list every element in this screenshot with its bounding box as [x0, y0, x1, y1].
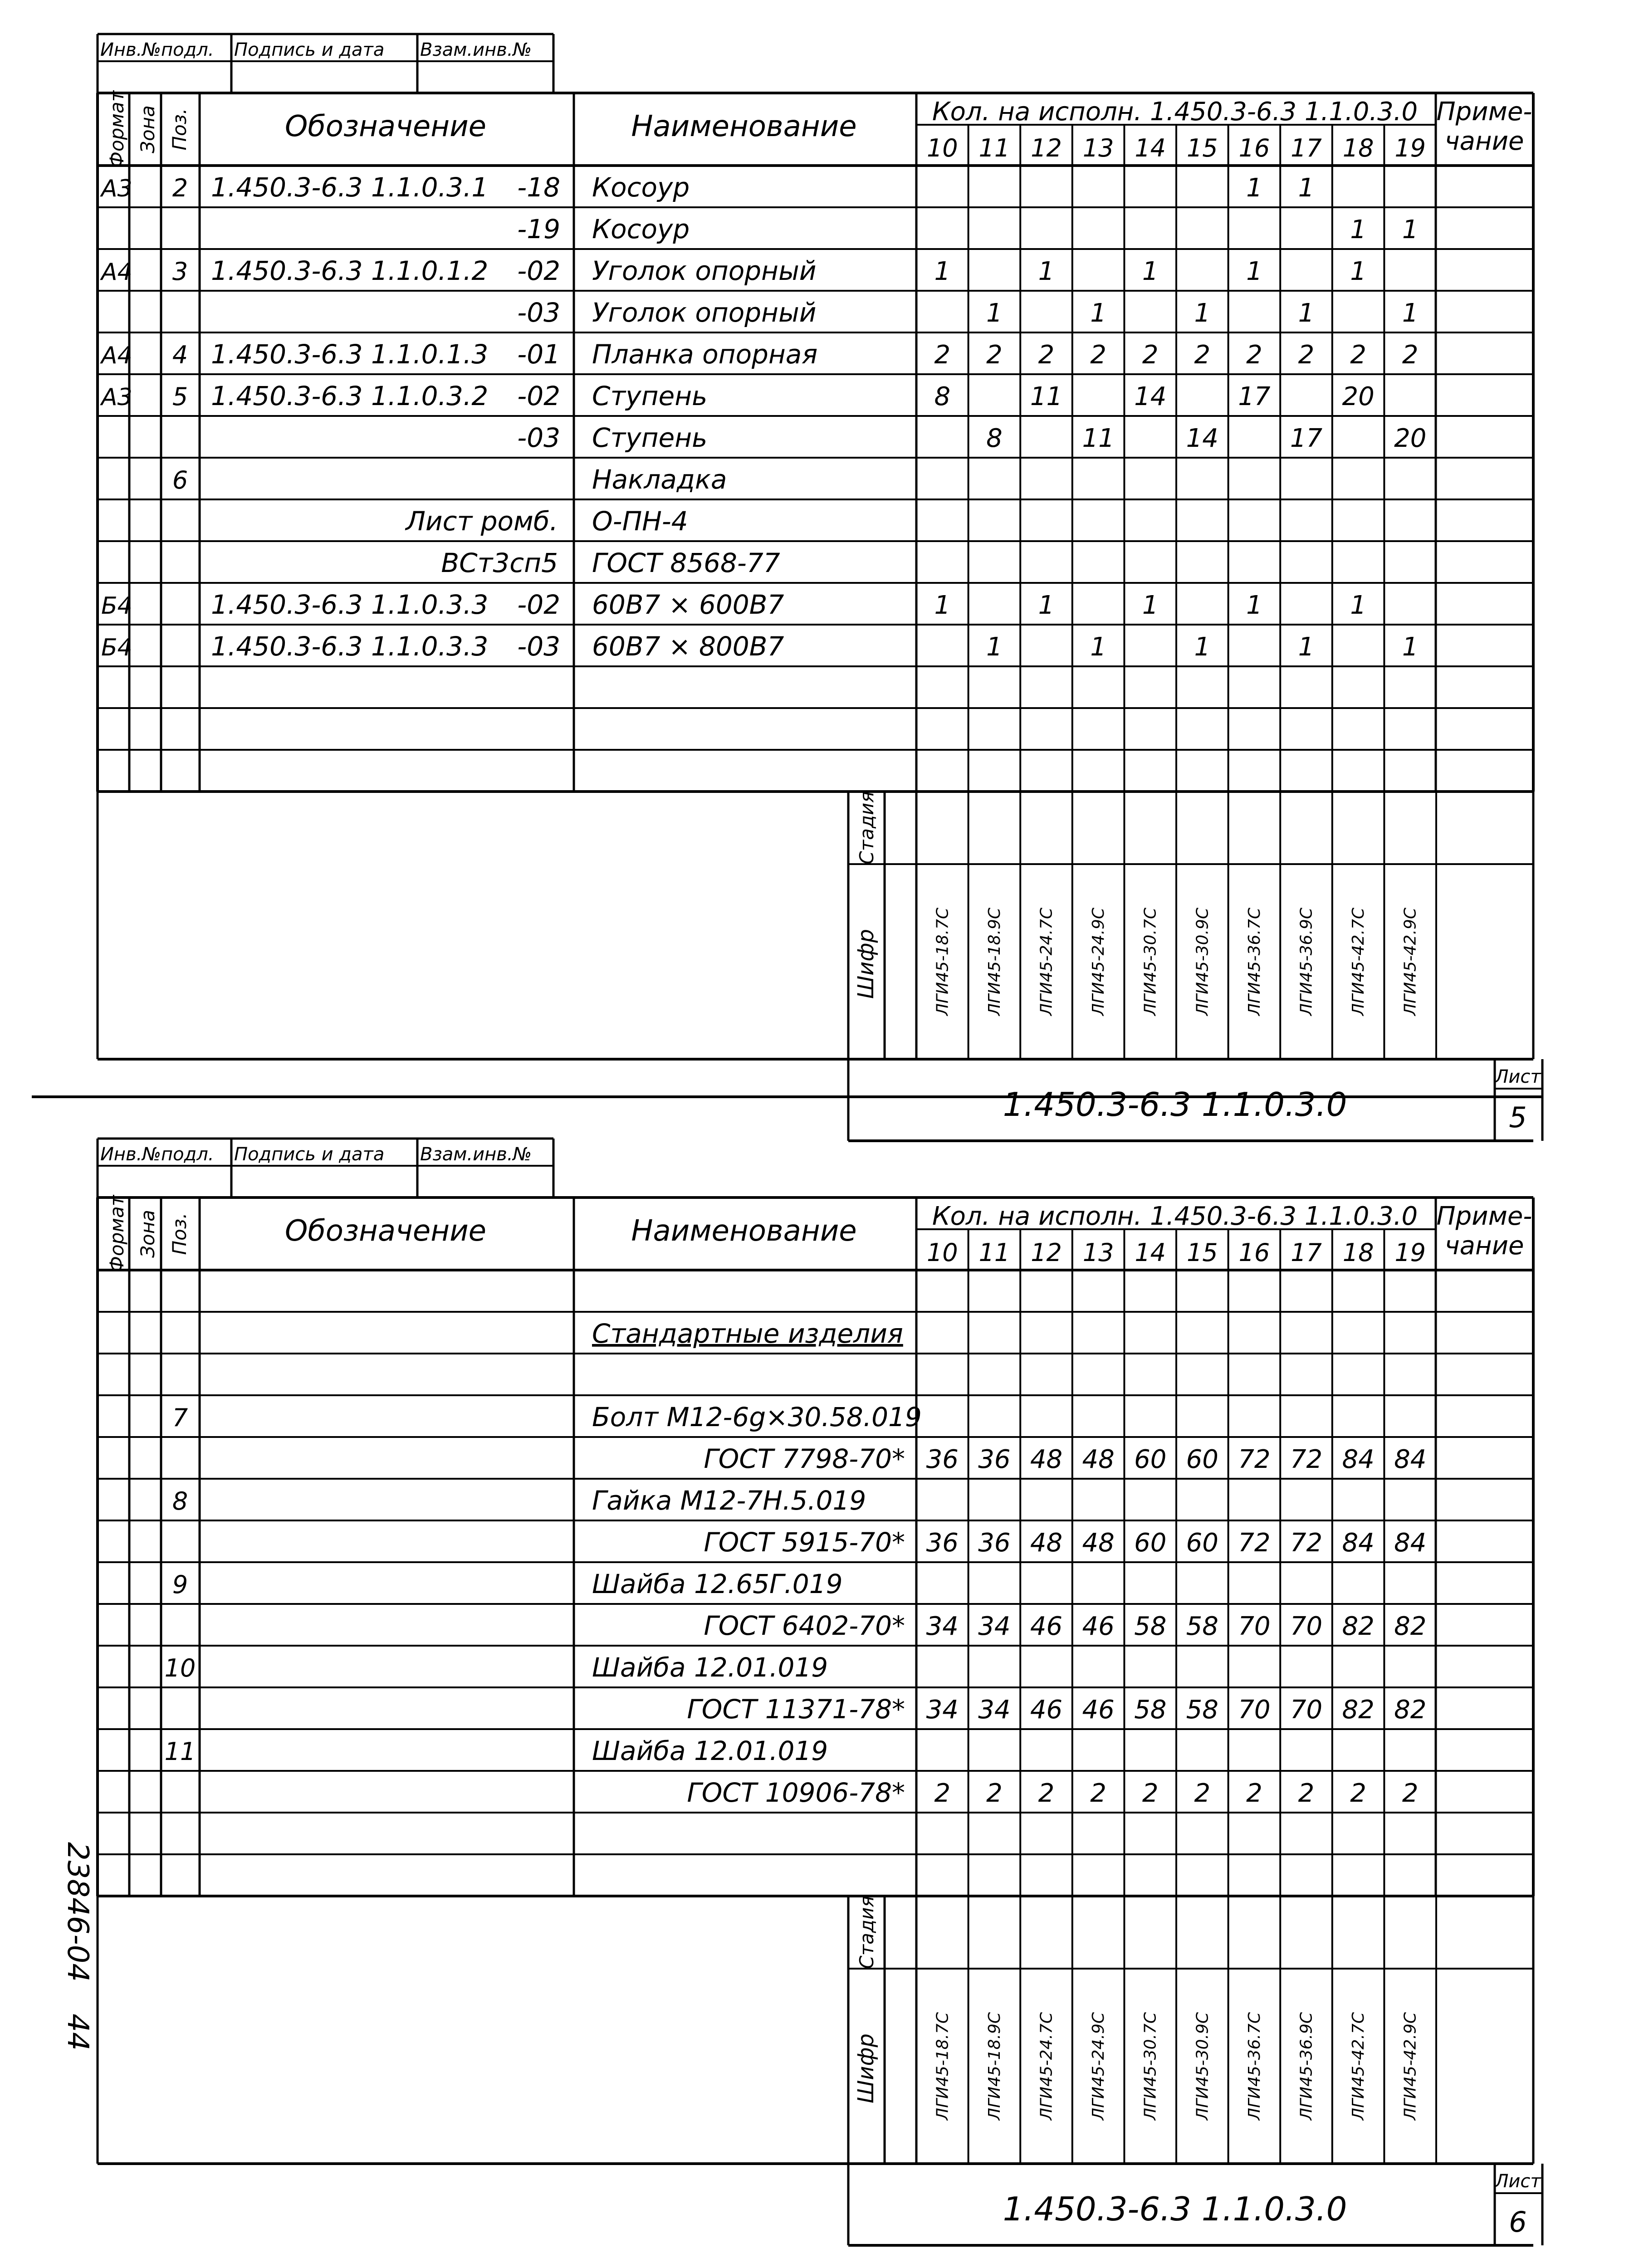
cell-qty: 20: [1394, 424, 1427, 453]
cell-suffix: -03: [517, 631, 560, 662]
cell-qty: 1: [934, 257, 951, 286]
cell-name: Стандартные изделия: [592, 1318, 903, 1349]
cipher-code: ЛГИ45-30.7С: [1141, 907, 1160, 1016]
cell-qty: 2: [1142, 1779, 1159, 1808]
cell-suffix: -01: [517, 339, 560, 370]
document-code: 1.450.3-6.3 1.1.0.3.0: [1003, 1085, 1347, 1124]
cipher-code: ЛГИ45-24.7С: [1037, 907, 1056, 1016]
cell-position: 9: [172, 1570, 188, 1599]
cell-qty: 82: [1342, 1612, 1375, 1641]
cell-qty: 2: [1142, 340, 1159, 370]
cell-qty: 1: [1402, 215, 1419, 244]
cell-qty: 2: [1298, 1779, 1315, 1808]
cell-name: ГОСТ 6402-70*: [704, 1610, 905, 1641]
header-variant: 14: [1135, 134, 1166, 162]
header-zone: Зона: [137, 1210, 159, 1258]
page-number: 44: [61, 2014, 94, 2051]
cipher-code: ЛГИ45-18.9С: [985, 2012, 1004, 2121]
cell-qty: 70: [1238, 1695, 1271, 1725]
sheet-number: 5: [1509, 1101, 1527, 1134]
cell-qty: 58: [1134, 1612, 1167, 1641]
header-variant: 19: [1394, 134, 1426, 162]
cell-qty: 11: [1082, 424, 1115, 453]
cell-qty: 2: [1090, 340, 1106, 370]
cell-designation: Лист ромб.: [406, 506, 558, 537]
cell-qty: 70: [1290, 1612, 1323, 1641]
cipher-code: ЛГИ45-42.9С: [1401, 907, 1420, 1016]
cell-format: А4: [101, 342, 132, 369]
footer-stage: Стадия: [856, 1896, 878, 1969]
header-zone: Зона: [137, 105, 159, 153]
cell-position: 3: [172, 257, 188, 286]
cipher-code: ЛГИ45-24.7С: [1037, 2012, 1056, 2121]
header-designation: Обозначение: [284, 1214, 487, 1248]
header-qty-title: Кол. на исполн. 1.450.3-6.3 1.1.0.3.0: [932, 97, 1418, 127]
cipher-code: ЛГИ45-24.9С: [1089, 2012, 1108, 2121]
cell-qty: 2: [1246, 340, 1262, 370]
cell-name: Гайка М12-7Н.5.019: [592, 1485, 866, 1516]
cipher-code: ЛГИ45-18.9С: [985, 907, 1004, 1016]
cell-qty: 1: [1298, 298, 1315, 328]
cipher-code: ЛГИ45-18.7С: [933, 907, 952, 1016]
cell-qty: 2: [1298, 340, 1315, 370]
cell-qty: 58: [1186, 1612, 1218, 1641]
header-variant: 13: [1082, 1238, 1114, 1267]
header-designation: Обозначение: [284, 110, 487, 143]
cell-qty: 14: [1186, 424, 1218, 453]
stamp-label: Подпись и дата: [234, 1144, 385, 1165]
cipher-code: ЛГИ45-42.7С: [1349, 907, 1368, 1016]
cell-name: Косоур: [592, 172, 690, 203]
footer-cipher: Шифр: [853, 929, 879, 999]
cell-qty: 84: [1394, 1445, 1427, 1474]
cell-qty: 34: [978, 1695, 1011, 1725]
cell-format: Б4: [101, 592, 132, 620]
header-position: Поз.: [168, 1212, 191, 1255]
cell-designation: ВСт3сп5: [441, 547, 558, 578]
cell-qty: 1: [1350, 257, 1366, 286]
cell-position: 11: [164, 1737, 196, 1766]
cell-qty: 2: [986, 340, 1003, 370]
cipher-code: ЛГИ45-36.9С: [1297, 907, 1316, 1016]
specification-sheet-6: [98, 1139, 1542, 2245]
cell-designation: 1.450.3-6.3 1.1.0.1.2: [211, 255, 489, 286]
cell-format: А4: [101, 259, 132, 286]
cell-qty: 84: [1342, 1528, 1375, 1558]
cell-qty: 46: [1030, 1695, 1063, 1725]
stamp-label: Подпись и дата: [234, 39, 385, 60]
cell-name: Шайба 12.01.019: [592, 1735, 828, 1766]
cipher-code: ЛГИ45-42.7С: [1349, 2012, 1368, 2121]
header-variant: 17: [1291, 134, 1322, 162]
cell-name: ГОСТ 11371-78*: [687, 1694, 905, 1725]
cell-qty: 46: [1030, 1612, 1063, 1641]
cell-suffix: -02: [517, 381, 560, 411]
header-variant: 12: [1031, 134, 1062, 162]
cell-qty: 34: [926, 1695, 959, 1725]
cell-qty: 2: [1038, 340, 1055, 370]
cell-qty: 1: [1298, 173, 1315, 203]
cell-position: 7: [172, 1403, 188, 1432]
cell-name: Косоур: [592, 214, 690, 244]
cell-qty: 1: [1246, 173, 1262, 203]
cell-name: Болт М12-6g×30.58.019: [592, 1402, 922, 1432]
cell-position: 2: [172, 174, 188, 202]
cell-position: 6: [172, 466, 188, 494]
cell-qty: 36: [978, 1528, 1011, 1558]
sheet-number: 6: [1509, 2205, 1527, 2239]
cell-name: Ступень: [592, 381, 708, 411]
cell-qty: 2: [934, 340, 951, 370]
header-variant: 15: [1186, 134, 1218, 162]
header-position: Поз.: [168, 108, 191, 151]
stamp-label: Инв.№подл.: [100, 39, 214, 60]
cell-qty: 2: [1246, 1779, 1262, 1808]
cipher-code: ЛГИ45-30.9С: [1193, 2012, 1212, 2121]
header-variant: 13: [1082, 134, 1114, 162]
cell-qty: 34: [926, 1612, 959, 1641]
cell-qty: 70: [1290, 1695, 1323, 1725]
cell-qty: 84: [1342, 1445, 1375, 1474]
cell-designation: 1.450.3-6.3 1.1.0.3.1: [211, 172, 489, 203]
cell-qty: 1: [1350, 591, 1366, 620]
cell-qty: 17: [1238, 382, 1271, 411]
cell-position: 10: [164, 1654, 196, 1682]
cell-suffix: -02: [517, 589, 560, 620]
header-variant: 15: [1186, 1238, 1218, 1267]
cipher-code: ЛГИ45-42.9С: [1401, 2012, 1420, 2121]
cell-qty: 72: [1290, 1528, 1323, 1558]
cell-qty: 84: [1394, 1528, 1427, 1558]
cipher-code: ЛГИ45-24.9С: [1089, 907, 1108, 1016]
cell-designation: 1.450.3-6.3 1.1.0.3.3: [211, 631, 489, 662]
cell-qty: 48: [1030, 1528, 1063, 1558]
cell-qty: 1: [1298, 632, 1315, 662]
cell-qty: 1: [986, 298, 1003, 328]
cell-qty: 58: [1134, 1695, 1167, 1725]
cell-qty: 72: [1290, 1445, 1323, 1474]
cell-qty: 1: [1402, 298, 1419, 328]
header-variant: 12: [1031, 1238, 1062, 1267]
header-variant: 11: [978, 1238, 1010, 1267]
header-name: Наименование: [631, 1214, 857, 1248]
cipher-code: ЛГИ45-36.9С: [1297, 2012, 1316, 2121]
cell-suffix: -03: [517, 422, 560, 453]
header-variant: 10: [926, 134, 958, 162]
cell-designation: 1.450.3-6.3 1.1.0.1.3: [211, 339, 489, 370]
cell-qty: 82: [1394, 1695, 1427, 1725]
header-note: Приме-: [1436, 97, 1532, 127]
header-variant: 10: [926, 1238, 958, 1267]
cipher-code: ЛГИ45-18.7С: [933, 2012, 952, 2121]
cell-suffix: -18: [517, 172, 560, 203]
cell-qty: 1: [1194, 632, 1211, 662]
cell-qty: 1: [1142, 257, 1159, 286]
cell-qty: 1: [1246, 591, 1262, 620]
cell-qty: 60: [1186, 1445, 1218, 1474]
header-format: Формат: [106, 1195, 128, 1273]
cell-name: Уголок опорный: [592, 255, 817, 286]
cipher-code: ЛГИ45-30.9С: [1193, 907, 1212, 1016]
cell-qty: 20: [1342, 382, 1375, 411]
specification-sheet-5: [98, 34, 1542, 1141]
cell-suffix: -03: [517, 297, 560, 328]
header-format: Формат: [106, 90, 128, 168]
header-qty-title: Кол. на исполн. 1.450.3-6.3 1.1.0.3.0: [932, 1202, 1418, 1231]
cell-qty: 1: [1090, 298, 1106, 328]
cipher-code: ЛГИ45-36.7С: [1245, 907, 1264, 1016]
stamp-label: Взам.инв.№: [420, 1144, 532, 1165]
cell-designation: 1.450.3-6.3 1.1.0.3.3: [211, 589, 489, 620]
cell-qty: 2: [1402, 1779, 1419, 1808]
cell-qty: 1: [1142, 591, 1159, 620]
header-variant: 16: [1238, 1238, 1270, 1267]
cell-qty: 14: [1134, 382, 1167, 411]
cell-format: Б4: [101, 634, 132, 661]
cell-position: 4: [172, 341, 188, 369]
document-code: 1.450.3-6.3 1.1.0.3.0: [1003, 2190, 1347, 2228]
cell-qty: 2: [986, 1779, 1003, 1808]
cell-name: ГОСТ 7798-70*: [704, 1443, 905, 1474]
header-variant: 16: [1238, 134, 1270, 162]
stamp-label: Инв.№подл.: [100, 1144, 214, 1165]
cell-name: Шайба 12.01.019: [592, 1652, 828, 1683]
cell-name: Уголок опорный: [592, 297, 817, 328]
cell-name: Шайба 12.65Г.019: [592, 1569, 843, 1599]
cell-name: Накладка: [592, 464, 727, 495]
header-note: Приме-: [1436, 1202, 1532, 1231]
cell-qty: 36: [926, 1445, 959, 1474]
cell-qty: 2: [1350, 1779, 1366, 1808]
cell-qty: 8: [986, 424, 1003, 453]
footer-sheet-label: Лист: [1495, 2171, 1541, 2192]
cell-qty: 1: [934, 591, 951, 620]
cell-format: А3: [101, 384, 132, 411]
cipher-code: ЛГИ45-30.7С: [1141, 2012, 1160, 2121]
cell-qty: 2: [1350, 340, 1366, 370]
header-variant: 18: [1342, 134, 1374, 162]
footer-cipher: Шифр: [853, 2033, 879, 2104]
cell-name: ГОСТ 5915-70*: [704, 1527, 905, 1558]
header-note: чание: [1444, 1231, 1524, 1261]
cell-name: Планка опорная: [592, 339, 818, 370]
cell-qty: 58: [1186, 1695, 1218, 1725]
cell-qty: 60: [1134, 1445, 1167, 1474]
cell-qty: 82: [1342, 1695, 1375, 1725]
footer-sheet-label: Лист: [1495, 1066, 1541, 1087]
footer-stage: Стадия: [856, 791, 878, 865]
cell-suffix: -19: [517, 214, 560, 244]
cell-qty: 1: [1402, 632, 1419, 662]
cell-qty: 1: [1038, 591, 1055, 620]
cell-qty: 46: [1082, 1695, 1115, 1725]
cell-format: А3: [101, 175, 132, 202]
header-variant: 19: [1394, 1238, 1426, 1267]
cell-qty: 8: [934, 382, 951, 411]
cell-suffix: -02: [517, 255, 560, 286]
header-variant: 14: [1135, 1238, 1166, 1267]
cell-name: ГОСТ 10906-78*: [687, 1777, 905, 1808]
header-note: чание: [1444, 127, 1524, 156]
cell-qty: 2: [1090, 1779, 1106, 1808]
header-name: Наименование: [631, 110, 857, 143]
cell-qty: 34: [978, 1612, 1011, 1641]
cell-qty: 2: [1038, 1779, 1055, 1808]
cell-qty: 17: [1290, 424, 1323, 453]
cell-qty: 1: [1350, 215, 1366, 244]
cell-qty: 2: [934, 1779, 951, 1808]
cell-qty: 60: [1134, 1528, 1167, 1558]
cell-qty: 1: [1246, 257, 1262, 286]
cell-qty: 2: [1194, 340, 1211, 370]
cell-qty: 1: [986, 632, 1003, 662]
cell-qty: 48: [1082, 1445, 1115, 1474]
header-variant: 17: [1291, 1238, 1322, 1267]
cell-qty: 72: [1238, 1528, 1271, 1558]
cell-qty: 11: [1030, 382, 1063, 411]
cell-name: О-ПН-4: [592, 506, 688, 537]
cell-position: 8: [172, 1487, 188, 1515]
cell-name: 60В7 × 800В7: [592, 631, 784, 662]
cell-qty: 36: [978, 1445, 1011, 1474]
cell-qty: 82: [1394, 1612, 1427, 1641]
cell-qty: 70: [1238, 1612, 1271, 1641]
header-variant: 11: [978, 134, 1010, 162]
cell-qty: 48: [1082, 1528, 1115, 1558]
cipher-code: ЛГИ45-36.7С: [1245, 2012, 1264, 2121]
cell-qty: 2: [1194, 1779, 1211, 1808]
cell-qty: 46: [1082, 1612, 1115, 1641]
cell-qty: 72: [1238, 1445, 1271, 1474]
cell-name: ГОСТ 8568-77: [592, 547, 780, 578]
cell-designation: 1.450.3-6.3 1.1.0.3.2: [211, 381, 489, 411]
cell-qty: 36: [926, 1528, 959, 1558]
margin-note: 23846-04: [61, 1842, 94, 1982]
cell-qty: 1: [1090, 632, 1106, 662]
cell-position: 5: [172, 382, 188, 411]
stamp-label: Взам.инв.№: [420, 39, 532, 60]
cell-qty: 1: [1038, 257, 1055, 286]
cell-qty: 48: [1030, 1445, 1063, 1474]
cell-name: 60В7 × 600В7: [592, 589, 784, 620]
cell-qty: 2: [1402, 340, 1419, 370]
cell-qty: 1: [1194, 298, 1211, 328]
cell-qty: 60: [1186, 1528, 1218, 1558]
cell-name: Ступень: [592, 422, 708, 453]
header-variant: 18: [1342, 1238, 1374, 1267]
